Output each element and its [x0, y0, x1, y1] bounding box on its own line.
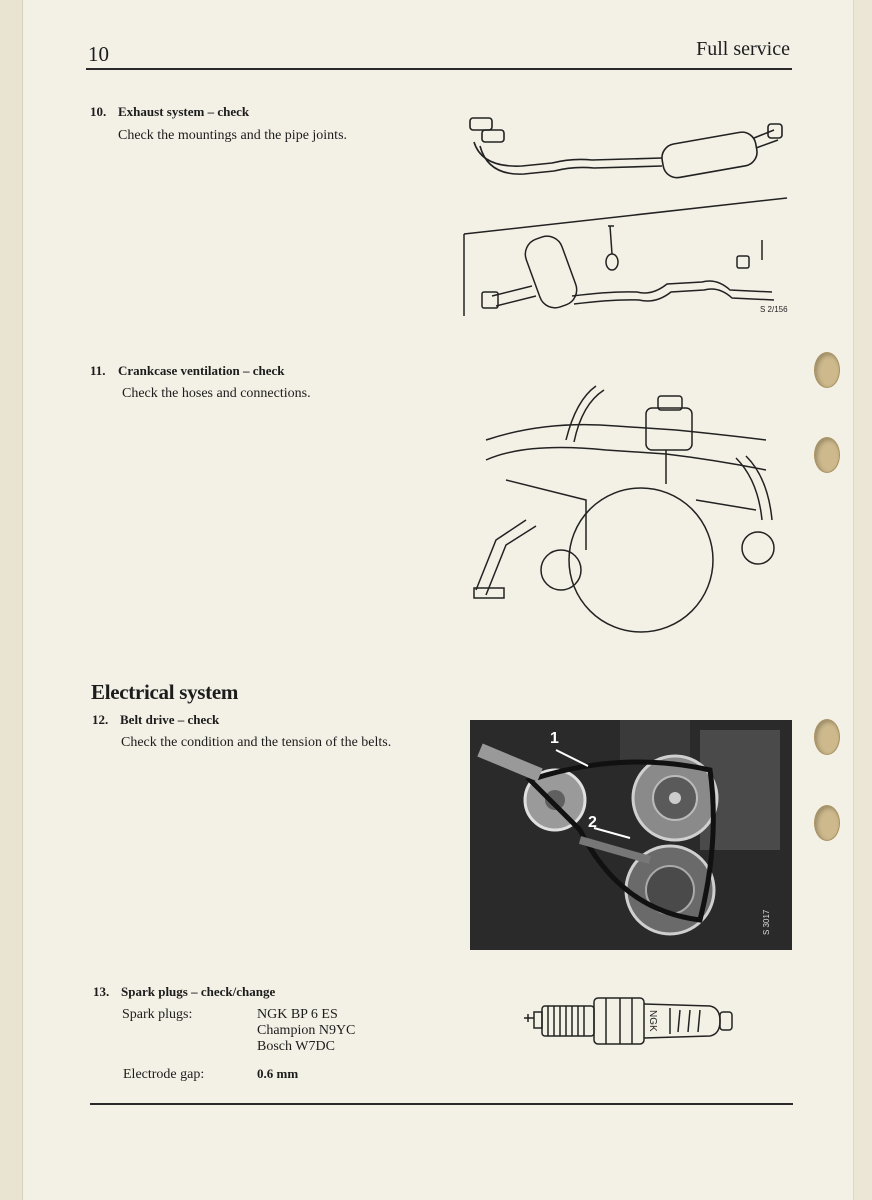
item-number: 13.	[93, 984, 110, 999]
spark-plugs-list	[257, 1007, 355, 1055]
binder-hole	[814, 719, 840, 755]
spark-plugs-label: Spark plugs:	[122, 1007, 193, 1022]
binder-hole	[814, 437, 840, 473]
page-edge-right	[853, 0, 872, 1200]
item-10-text: Check the mountings and the pipe joints.	[118, 128, 348, 143]
item-heading: Spark plugs – check/change	[121, 984, 276, 999]
item-12-title	[92, 712, 219, 728]
spark-plug-brand: NGK	[647, 1010, 658, 1032]
item-13-title	[93, 984, 275, 1000]
item-11-text: Check the hoses and connections.	[122, 386, 311, 401]
binder-hole	[814, 805, 840, 841]
item-heading: Exhaust system – check	[118, 104, 250, 119]
item-heading: Crankcase ventilation – check	[118, 363, 285, 378]
exhaust-pipe-figure	[462, 108, 792, 183]
electrode-gap-label: Electrode gap:	[123, 1067, 205, 1082]
item-11-title	[90, 363, 284, 379]
item-number: 11.	[90, 363, 106, 378]
page-edge-left	[0, 0, 23, 1200]
photo-callout-2: 2	[588, 814, 597, 831]
item-number: 10.	[90, 104, 107, 119]
crankcase-ventilation-figure	[466, 380, 792, 635]
figure-code: S 2/156	[760, 305, 788, 314]
electrode-gap-value: 0.6 mm	[257, 1066, 299, 1081]
item-number: 12.	[92, 712, 109, 727]
header-rule	[86, 68, 792, 70]
spark-plug-value: NGK BP 6 ES	[257, 1007, 338, 1022]
belt-drive-photo	[470, 720, 792, 950]
binder-hole	[814, 352, 840, 388]
belt-drive-photo-drawing	[470, 720, 792, 950]
section-heading-electrical: Electrical system	[91, 680, 239, 704]
photo-callout-1: 1	[550, 730, 559, 747]
spark-plug-figure	[520, 988, 736, 1058]
photo-code: S 3017	[762, 909, 771, 935]
exhaust-silencer-figure	[462, 196, 792, 326]
page-number: 10	[88, 42, 109, 66]
spark-plug-value: Champion N9YC	[257, 1023, 356, 1038]
item-heading: Belt drive – check	[120, 712, 220, 727]
item-12-text: Check the condition and the tension of the belts.	[121, 735, 392, 750]
item-10-title	[90, 104, 249, 120]
spark-plug-value: Bosch W7DC	[257, 1039, 335, 1054]
page-header-title: Full service	[696, 38, 790, 60]
footer-rule	[90, 1103, 793, 1105]
